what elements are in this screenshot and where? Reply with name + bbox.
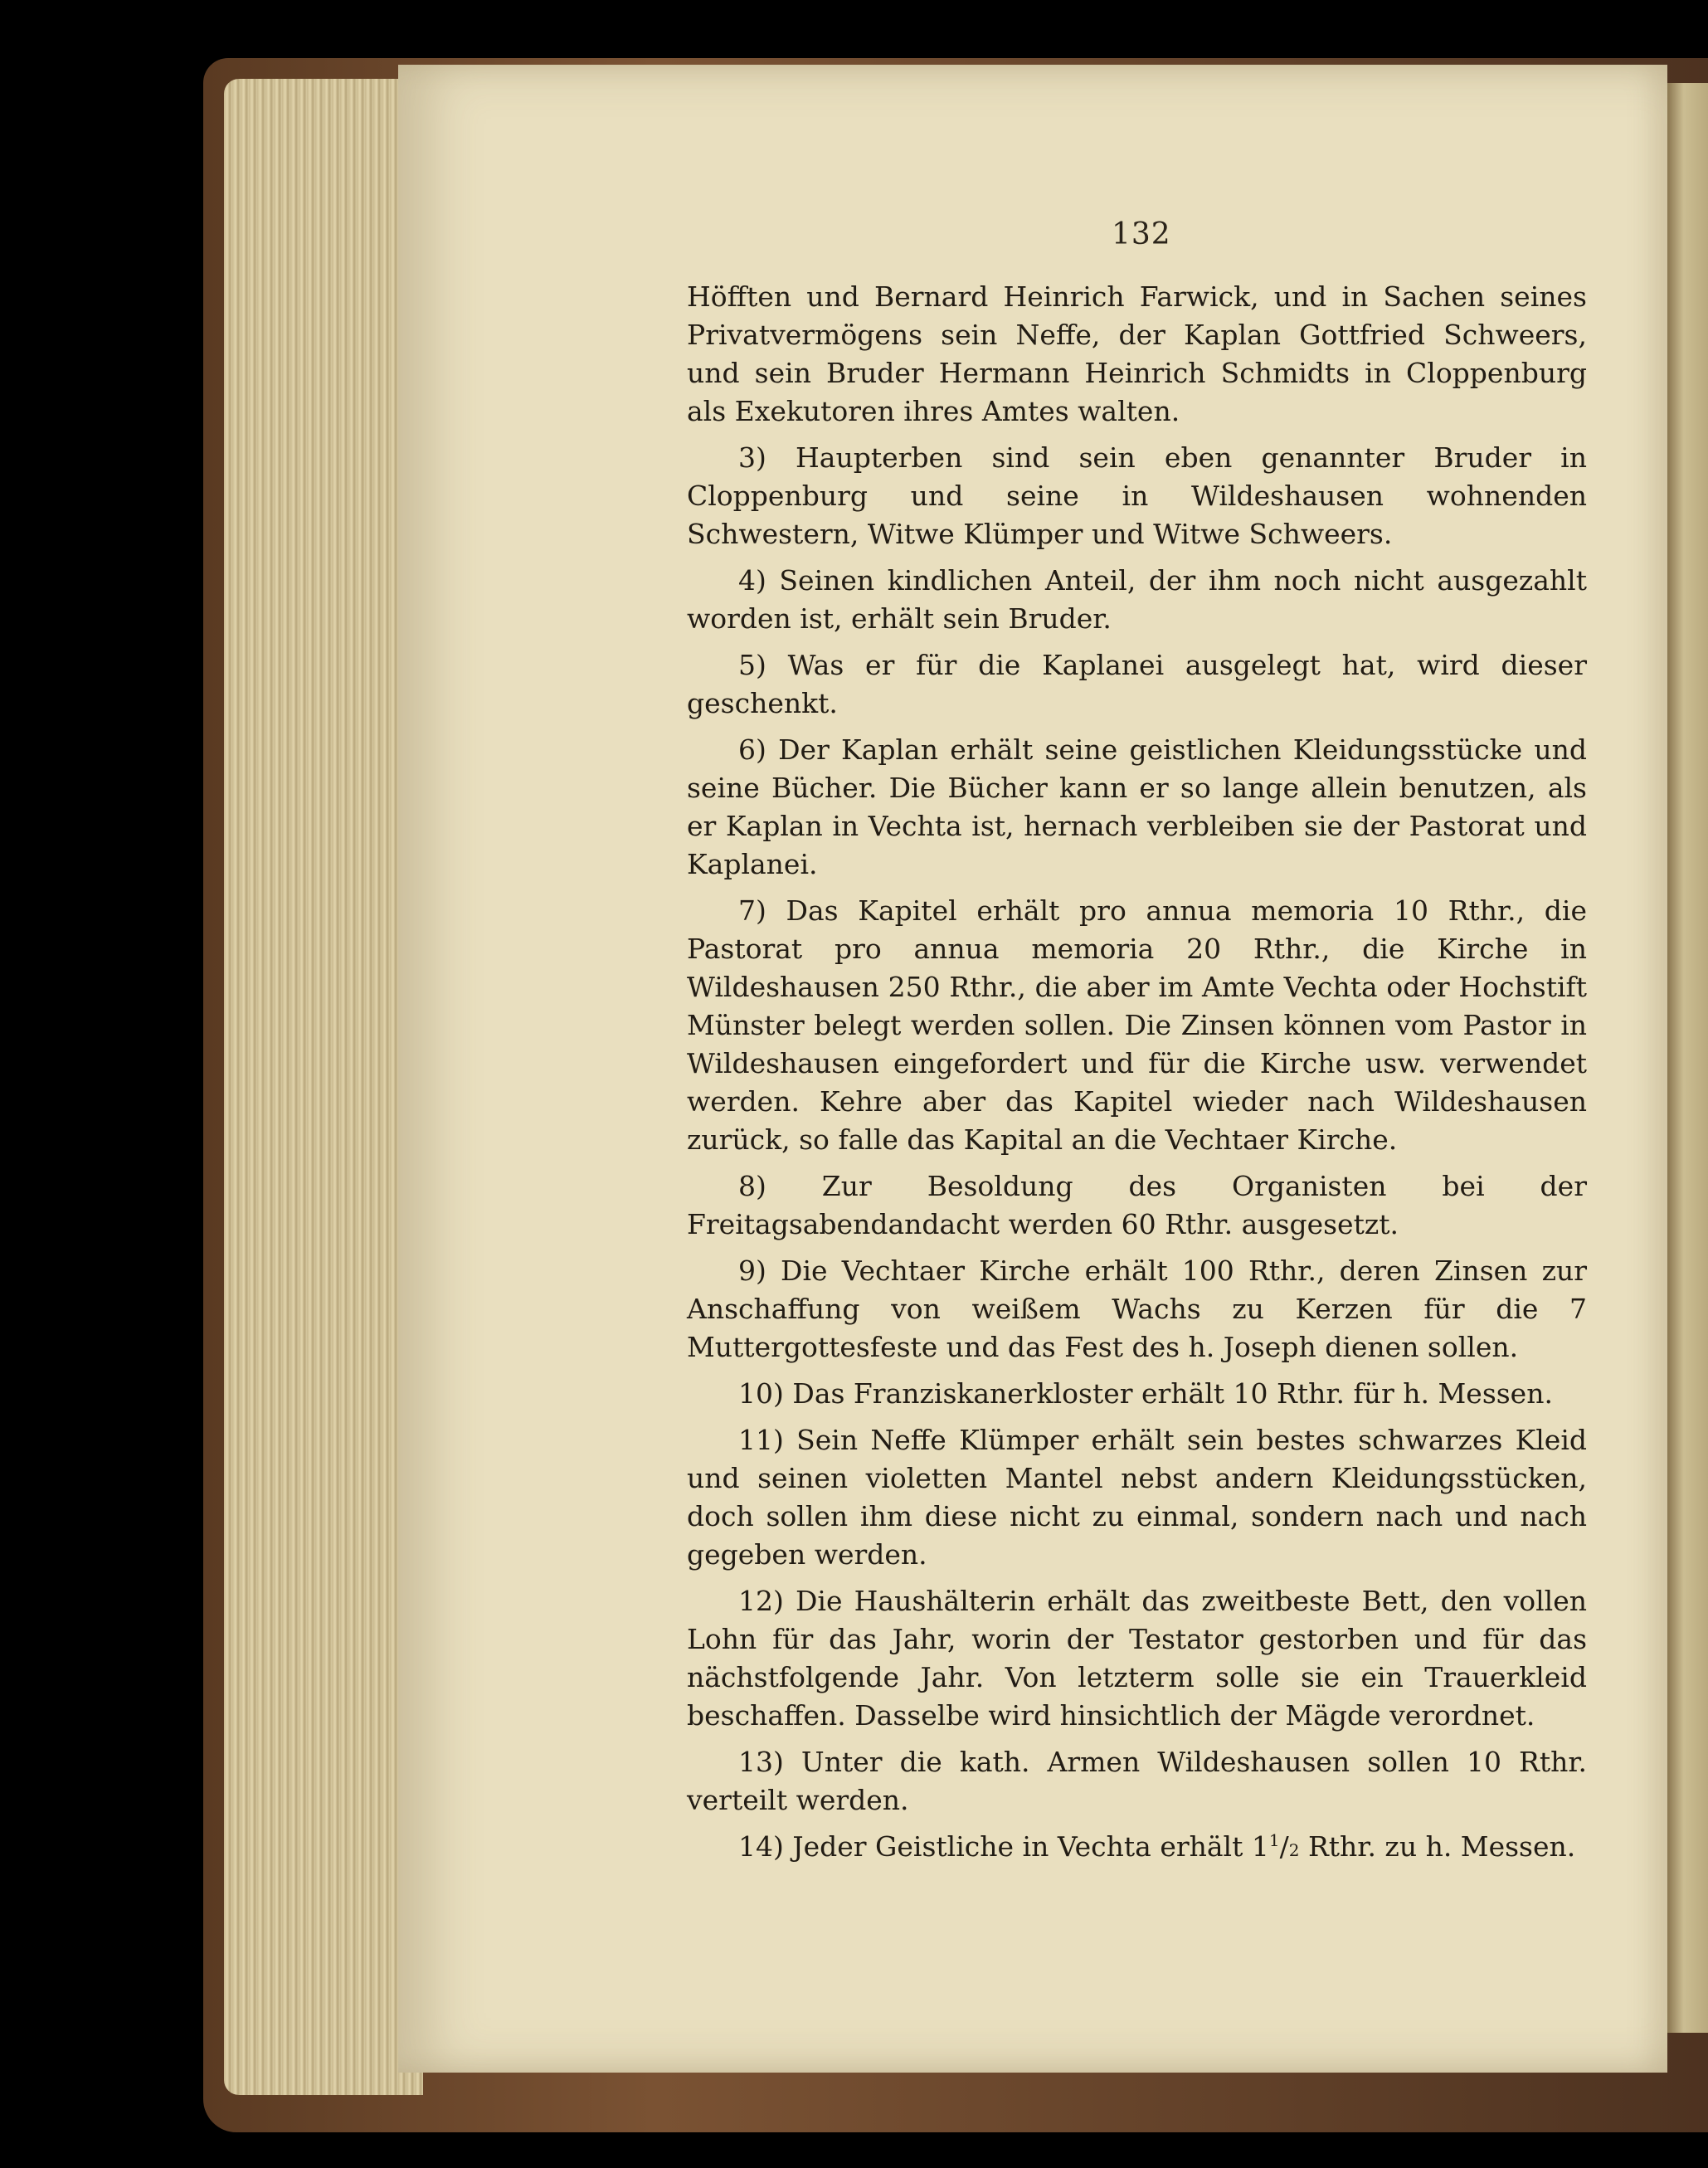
paragraph-11: 11) Sein Neffe Klümper erhält sein bestes schwarzes Kleid und seinen violetten Mantel nebst andern Kleidungsstücken, doch sollen ihm diese nicht zu einmal, sondern nach und nach gegeben werden. xyxy=(687,1424,1587,1571)
paragraph-4: 4) Seinen kindlichen Anteil, der ihm noch nicht ausgezahlt worden ist, erhält sein Bruder. xyxy=(687,564,1587,635)
fraction-numerator: 1 xyxy=(1268,1830,1280,1850)
paragraph-continuation: Höfften und Bernard Heinrich Farwick, und in Sachen seines Privatvermögens sein Neffe, der Kaplan Gottfried Schweers, und sein Bruder Hermann Heinrich Schmidts in Cloppenburg als Exekutoren ihres Amtes walten. xyxy=(687,280,1587,427)
paragraph-13: 13) Unter die kath. Armen Wildeshausen sollen 10 Rthr. verteilt werden. xyxy=(687,1746,1587,1816)
paragraph-8: 8) Zur Besoldung des Organisten bei der Freitagsabendandacht werden 60 Rthr. ausgesetzt. xyxy=(687,1170,1587,1240)
page-text xyxy=(687,278,1587,1874)
page-number: 132 xyxy=(1112,217,1171,251)
next-page-edge xyxy=(1667,83,1708,2033)
paragraph-14-prefix: 14) Jeder Geistliche in Vechta erhält 1 xyxy=(738,1830,1269,1863)
paragraph-10: 10) Das Franziskanerkloster erhält 10 Rthr. für h. Messen. xyxy=(738,1377,1553,1410)
paragraph-6: 6) Der Kaplan erhält seine geistlichen Kleidungsstücke und seine Bücher. Die Bücher kann er so lange allein benutzen, als er Kaplan in Vechta ist, hernach verbleiben sie der Pastorat und Kaplanei. xyxy=(687,733,1587,880)
paragraph-14: 14) Jeder Geistliche in Vechta erhält $1^1/2$ Rthr. zu h. Messen. xyxy=(738,1830,1576,1863)
paragraph-3: 3) Haupterben sind sein eben genannter Bruder in Cloppenburg und seine in Wildeshausen wohnenden Schwestern, Witwe Klümper und Witwe Schweers. xyxy=(687,441,1587,550)
fraction-denominator: 2 xyxy=(1288,1840,1300,1860)
paragraph-12: 12) Die Haushälterin erhält das zweitbeste Bett, den vollen Lohn für das Jahr, worin der Testator gestorben und für das nächstfolgende Jahr. Von letzterm solle sie ein Trauerkleid beschaffen. Dasselbe wird hinsichtlich der Mägde verordnet. xyxy=(687,1585,1587,1732)
paragraph-5: 5) Was er für die Kaplanei ausgelegt hat, wird dieser geschenkt. xyxy=(687,649,1587,719)
paragraph-14-suffix: Rthr. zu h. Messen. xyxy=(1299,1830,1576,1863)
page-edges xyxy=(224,79,423,2095)
paragraph-9: 9) Die Vechtaer Kirche erhält 100 Rthr., deren Zinsen zur Anschaffung von weißem Wachs zu Kerzen für die 7 Muttergottesfeste und das Fest des h. Joseph dienen sollen. xyxy=(687,1255,1587,1363)
paragraph-7: 7) Das Kapitel erhält pro annua memoria 10 Rthr., die Pastorat pro annua memoria 20 Rthr., die Kirche in Wildeshausen 250 Rthr., die aber im Amte Vechta oder Hochstift Münster belegt werden sollen. Die Zinsen können vom Pastor in Wildeshausen eingefordert und für die Kirche usw. verwendet werden. Kehre aber das Kapitel wieder nach Wildeshausen zurück, so falle das Kapital an die Vechtaer Kirche. xyxy=(687,894,1587,1156)
